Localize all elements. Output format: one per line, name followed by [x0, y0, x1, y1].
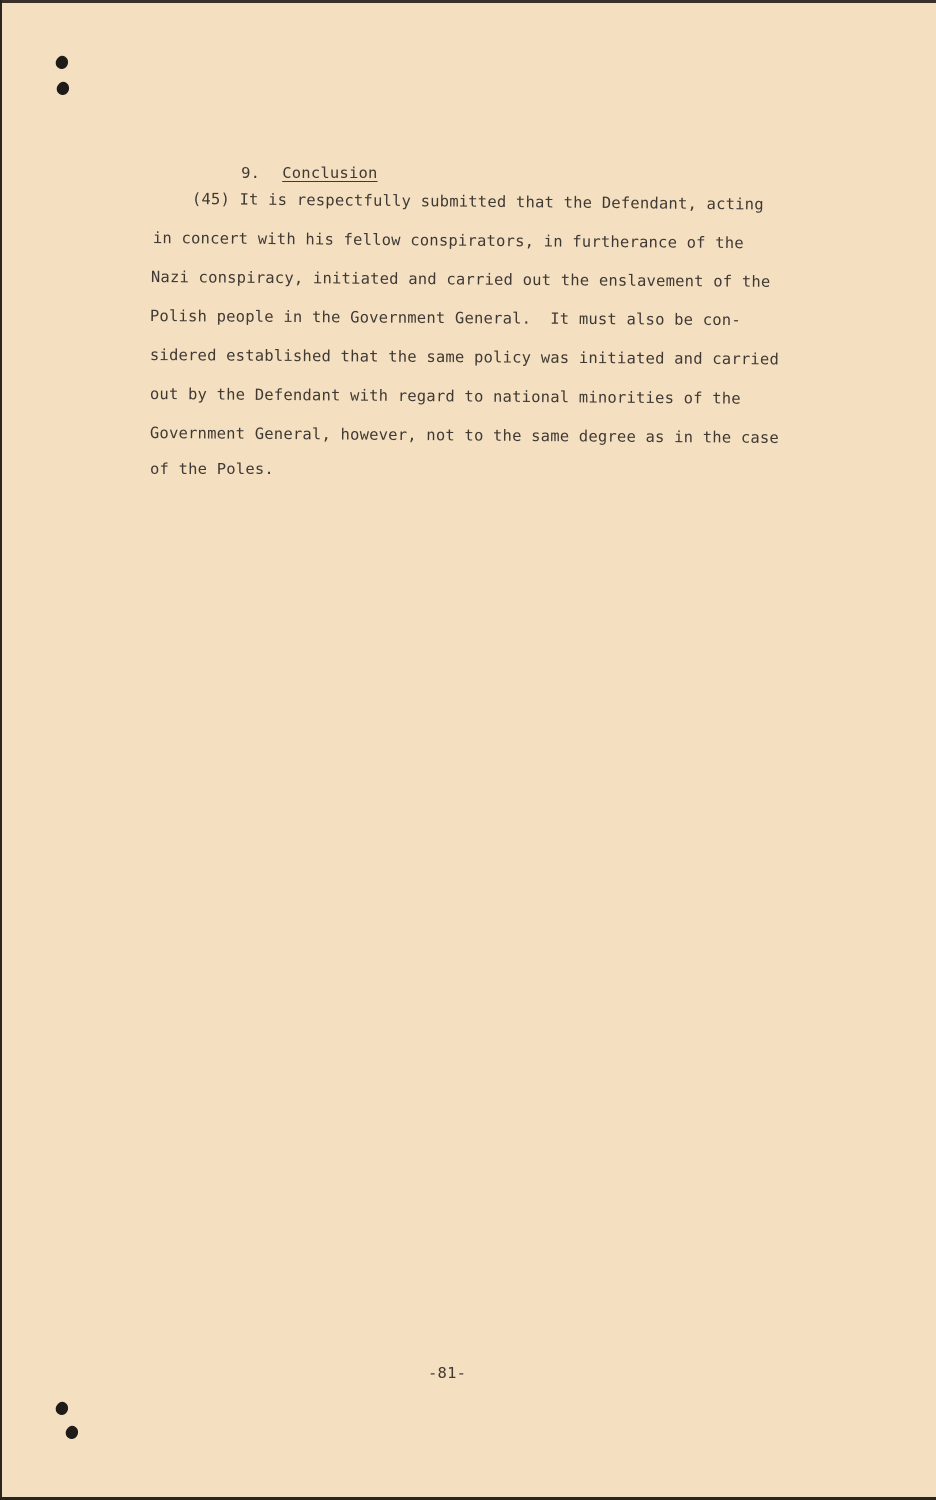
body-line: in concert with his fellow conspirators, in furtherance of the — [152, 229, 744, 253]
body-line: Government General, however, not to the same degree as in the case — [149, 424, 780, 447]
section-number: 9. — [241, 164, 261, 182]
body-line: (45) It is respectfully submitted that the Defendant, acting — [191, 190, 764, 214]
punch-hole-top-2 — [54, 80, 71, 98]
section-title: Conclusion — [282, 164, 378, 182]
body-line: Polish people in the Government General. It must also be con- — [149, 307, 741, 330]
body-line: Nazi conspiracy, initiated and carried out the enslavement of the — [150, 268, 771, 291]
punch-hole-bottom-1 — [53, 1400, 70, 1418]
page-number: -81- — [428, 1364, 467, 1382]
body-line: out by the Defendant with regard to national minorities of the — [149, 385, 741, 408]
punch-hole-top-1 — [53, 54, 70, 72]
body-line: sidered established that the same policy was initiated and carried — [149, 346, 780, 369]
punch-hole-bottom-2 — [63, 1424, 80, 1442]
body-line: of the Poles. — [150, 460, 274, 478]
